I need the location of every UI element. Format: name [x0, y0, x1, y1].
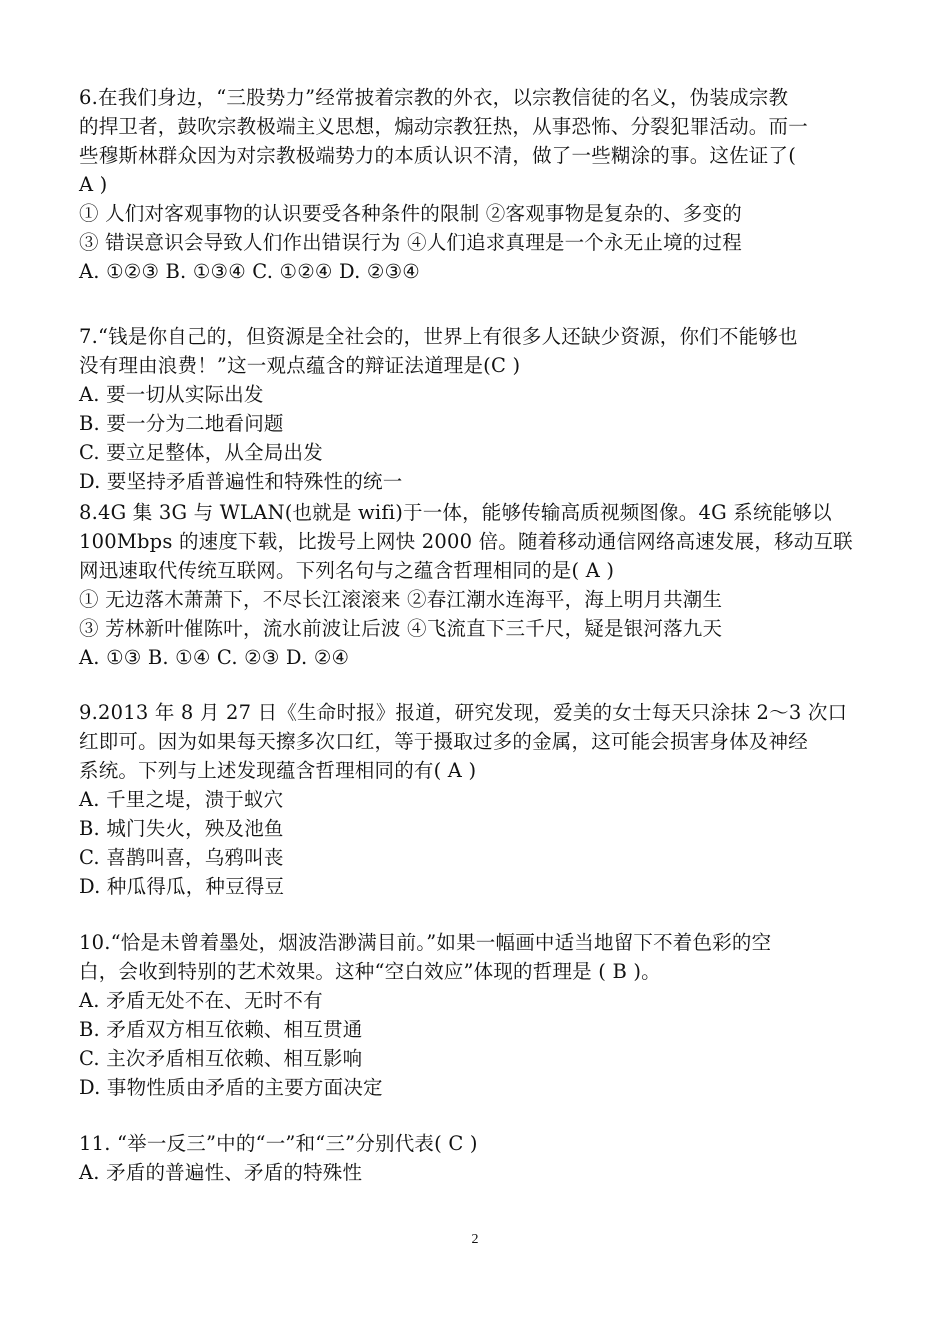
option-line: B. 城门失火，殃及池鱼 [79, 817, 284, 840]
question-text-line: 红即可。因为如果每天擦多次口红，等于摄取过多的金属，这可能会损害身体及神经 [79, 730, 808, 753]
option-line: C. 主次矛盾相互依赖、相互影响 [79, 1047, 363, 1070]
option-line: D. 事物性质由矛盾的主要方面决定 [79, 1076, 383, 1099]
question-text-line: 9.2013 年 8 月 27 日《生命时报》报道，研究发现，爱美的女士每天只涂抹 2～3 次口 [79, 701, 848, 724]
question-text-line: 11. “举一反三”中的“一”和“三”分别代表( C ) [79, 1132, 478, 1155]
question-text-line: 些穆斯林群众因为对宗教极端势力的本质认识不清，做了一些糊涂的事。这佐证了( [79, 144, 797, 167]
question-text-line: 7.“钱是你自己的，但资源是全社会的，世界上有很多人还缺少资源，你们不能够也 [79, 325, 798, 348]
option-line: A. 要一切从实际出发 [79, 383, 264, 406]
option-line: A. 矛盾的普遍性、矛盾的特殊性 [79, 1161, 363, 1184]
question-11 [79, 1129, 879, 1187]
option-line: D. 种瓜得瓜，种豆得豆 [79, 875, 285, 898]
statement-line: ① 人们对客观事物的认识要受各种条件的限制 ②客观事物是复杂的、多变的 [79, 202, 742, 225]
question-8 [79, 498, 879, 672]
option-line: C. 喜鹊叫喜，乌鸦叫丧 [79, 846, 284, 869]
statement-line: ① 无边落木萧萧下，不尽长江滚滚来 ②春江潮水连海平，海上明月共潮生 [79, 588, 723, 611]
question-6 [79, 83, 879, 286]
question-text-line: 白，会收到特别的艺术效果。这种“空白效应”体现的哲理是 ( B )。 [79, 960, 661, 983]
question-text-line: 的捍卫者，鼓吹宗教极端主义思想，煽动宗教狂热，从事恐怖、分裂犯罪活动。而一 [79, 115, 808, 138]
question-text-line: 100Mbps 的速度下载，比拨号上网快 2000 倍。随着移动通信网络高速发展，移动互联 [79, 530, 853, 553]
option-line: C. 要立足整体，从全局出发 [79, 441, 323, 464]
option-line: B. 矛盾双方相互依赖、相互贯通 [79, 1018, 363, 1041]
question-9 [79, 698, 879, 901]
question-text-line: 6.在我们身边，“三股势力”经常披着宗教的外衣，以宗教信徒的名义，伪装成宗教 [79, 86, 789, 109]
option-line: A. 千里之堤，溃于蚁穴 [79, 788, 284, 811]
answer-line: A ) [79, 173, 108, 196]
question-10 [79, 928, 879, 1102]
option-line: D. 要坚持矛盾普遍性和特殊性的统一 [79, 470, 403, 493]
statement-line: ③ 芳林新叶催陈叶，流水前波让后波 ④飞流直下三千尺，疑是银河落九天 [79, 617, 723, 640]
page-number: 2 [471, 1232, 479, 1247]
question-text-line: 网迅速取代传统互联网。下列名句与之蕴含哲理相同的是( A ) [79, 559, 615, 582]
question-text-line: 8.4G 集 3G 与 WLAN(也就是 wifi)于一体，能够传输高质视频图像。4G 系统能够以 [79, 501, 832, 524]
statement-line: ③ 错误意识会导致人们作出错误行为 ④人们追求真理是一个永无止境的过程 [79, 231, 742, 254]
question-text-line: 10.“恰是未曾着墨处，烟波浩渺满目前。”如果一幅画中适当地留下不着色彩的空 [79, 931, 772, 954]
question-7 [79, 322, 879, 496]
question-text-line: 没有理由浪费！”这一观点蕴含的辩证法道理是(C ) [79, 354, 521, 377]
option-line: A. 矛盾无处不在、无时不有 [79, 989, 323, 1012]
question-text-line: 系统。下列与上述发现蕴含哲理相同的有( A ) [79, 759, 477, 782]
option-line: A. ①③ B. ①④ C. ②③ D. ②④ [79, 646, 350, 669]
option-line: B. 要一分为二地看问题 [79, 412, 284, 435]
option-line: A. ①②③ B. ①③④ C. ①②④ D. ②③④ [79, 260, 420, 283]
